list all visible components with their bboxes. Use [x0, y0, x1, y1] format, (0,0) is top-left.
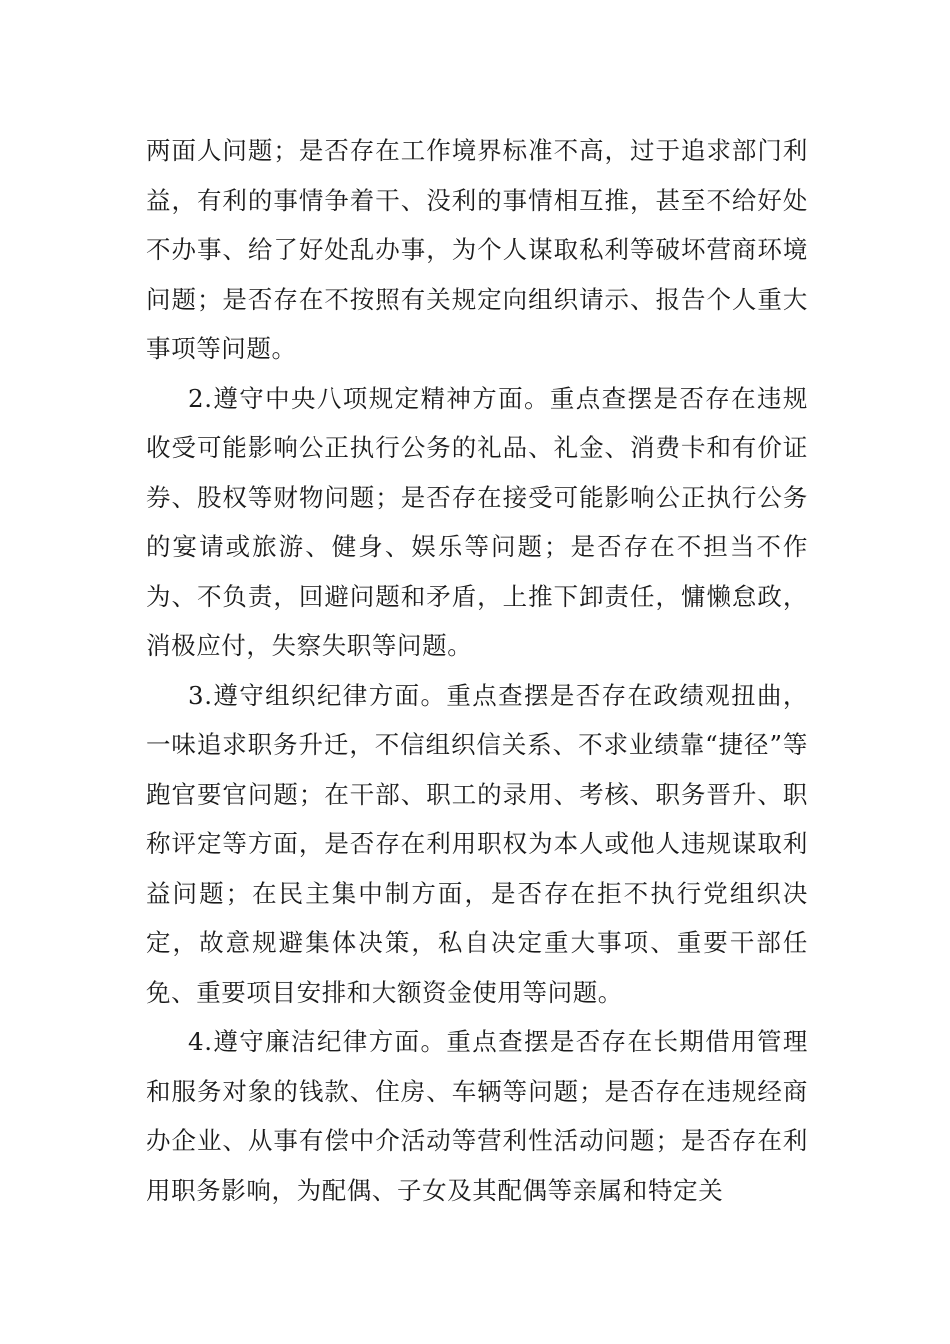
paragraph-item-3: 3.遵守组织纪律方面。重点查摆是否存在政绩观扭曲，一味追求职务升迁，不信组织信关系、不求业绩靠“捷径”等跑官要官问题；在干部、职工的录用、考核、职务晋升、职称评定等方面，是否存在利用职权为本人或他人违规谋取利益问题；在民主集中制方面，是否存在拒不执行党组织决定，故意规避集体决策，私自决定重大事项、重要干部任免、重要项目安排和大额资金使用等问题。: [146, 680, 808, 1007]
document-body: [146, 126, 808, 1215]
paragraph-item-4: 4.遵守廉洁纪律方面。重点查摆是否存在长期借用管理和服务对象的钱款、住房、车辆等问题；是否存在违规经商办企业、从事有偿中介活动等营利性活动问题；是否存在利用职务影响，为配偶、子女及其配偶等亲属和特定关: [146, 1027, 808, 1205]
paragraph-continuation: 两面人问题；是否存在工作境界标准不高，过于追求部门利益，有利的事情争着干、没利的事情相互推，甚至不给好处不办事、给了好处乱办事，为个人谋取私利等破坏营商环境问题；是否存在不按照有关规定向组织请示、报告个人重大事项等问题。: [146, 136, 808, 363]
paragraph-item-2: 2.遵守中央八项规定精神方面。重点查摆是否存在违规收受可能影响公正执行公务的礼品、礼金、消费卡和有价证券、股权等财物问题；是否存在接受可能影响公正执行公务的宴请或旅游、健身、娱乐等问题；是否存在不担当不作为、不负责，回避问题和矛盾，上推下卸责任，慵懒怠政，消极应付，失察失职等问题。: [146, 383, 808, 660]
